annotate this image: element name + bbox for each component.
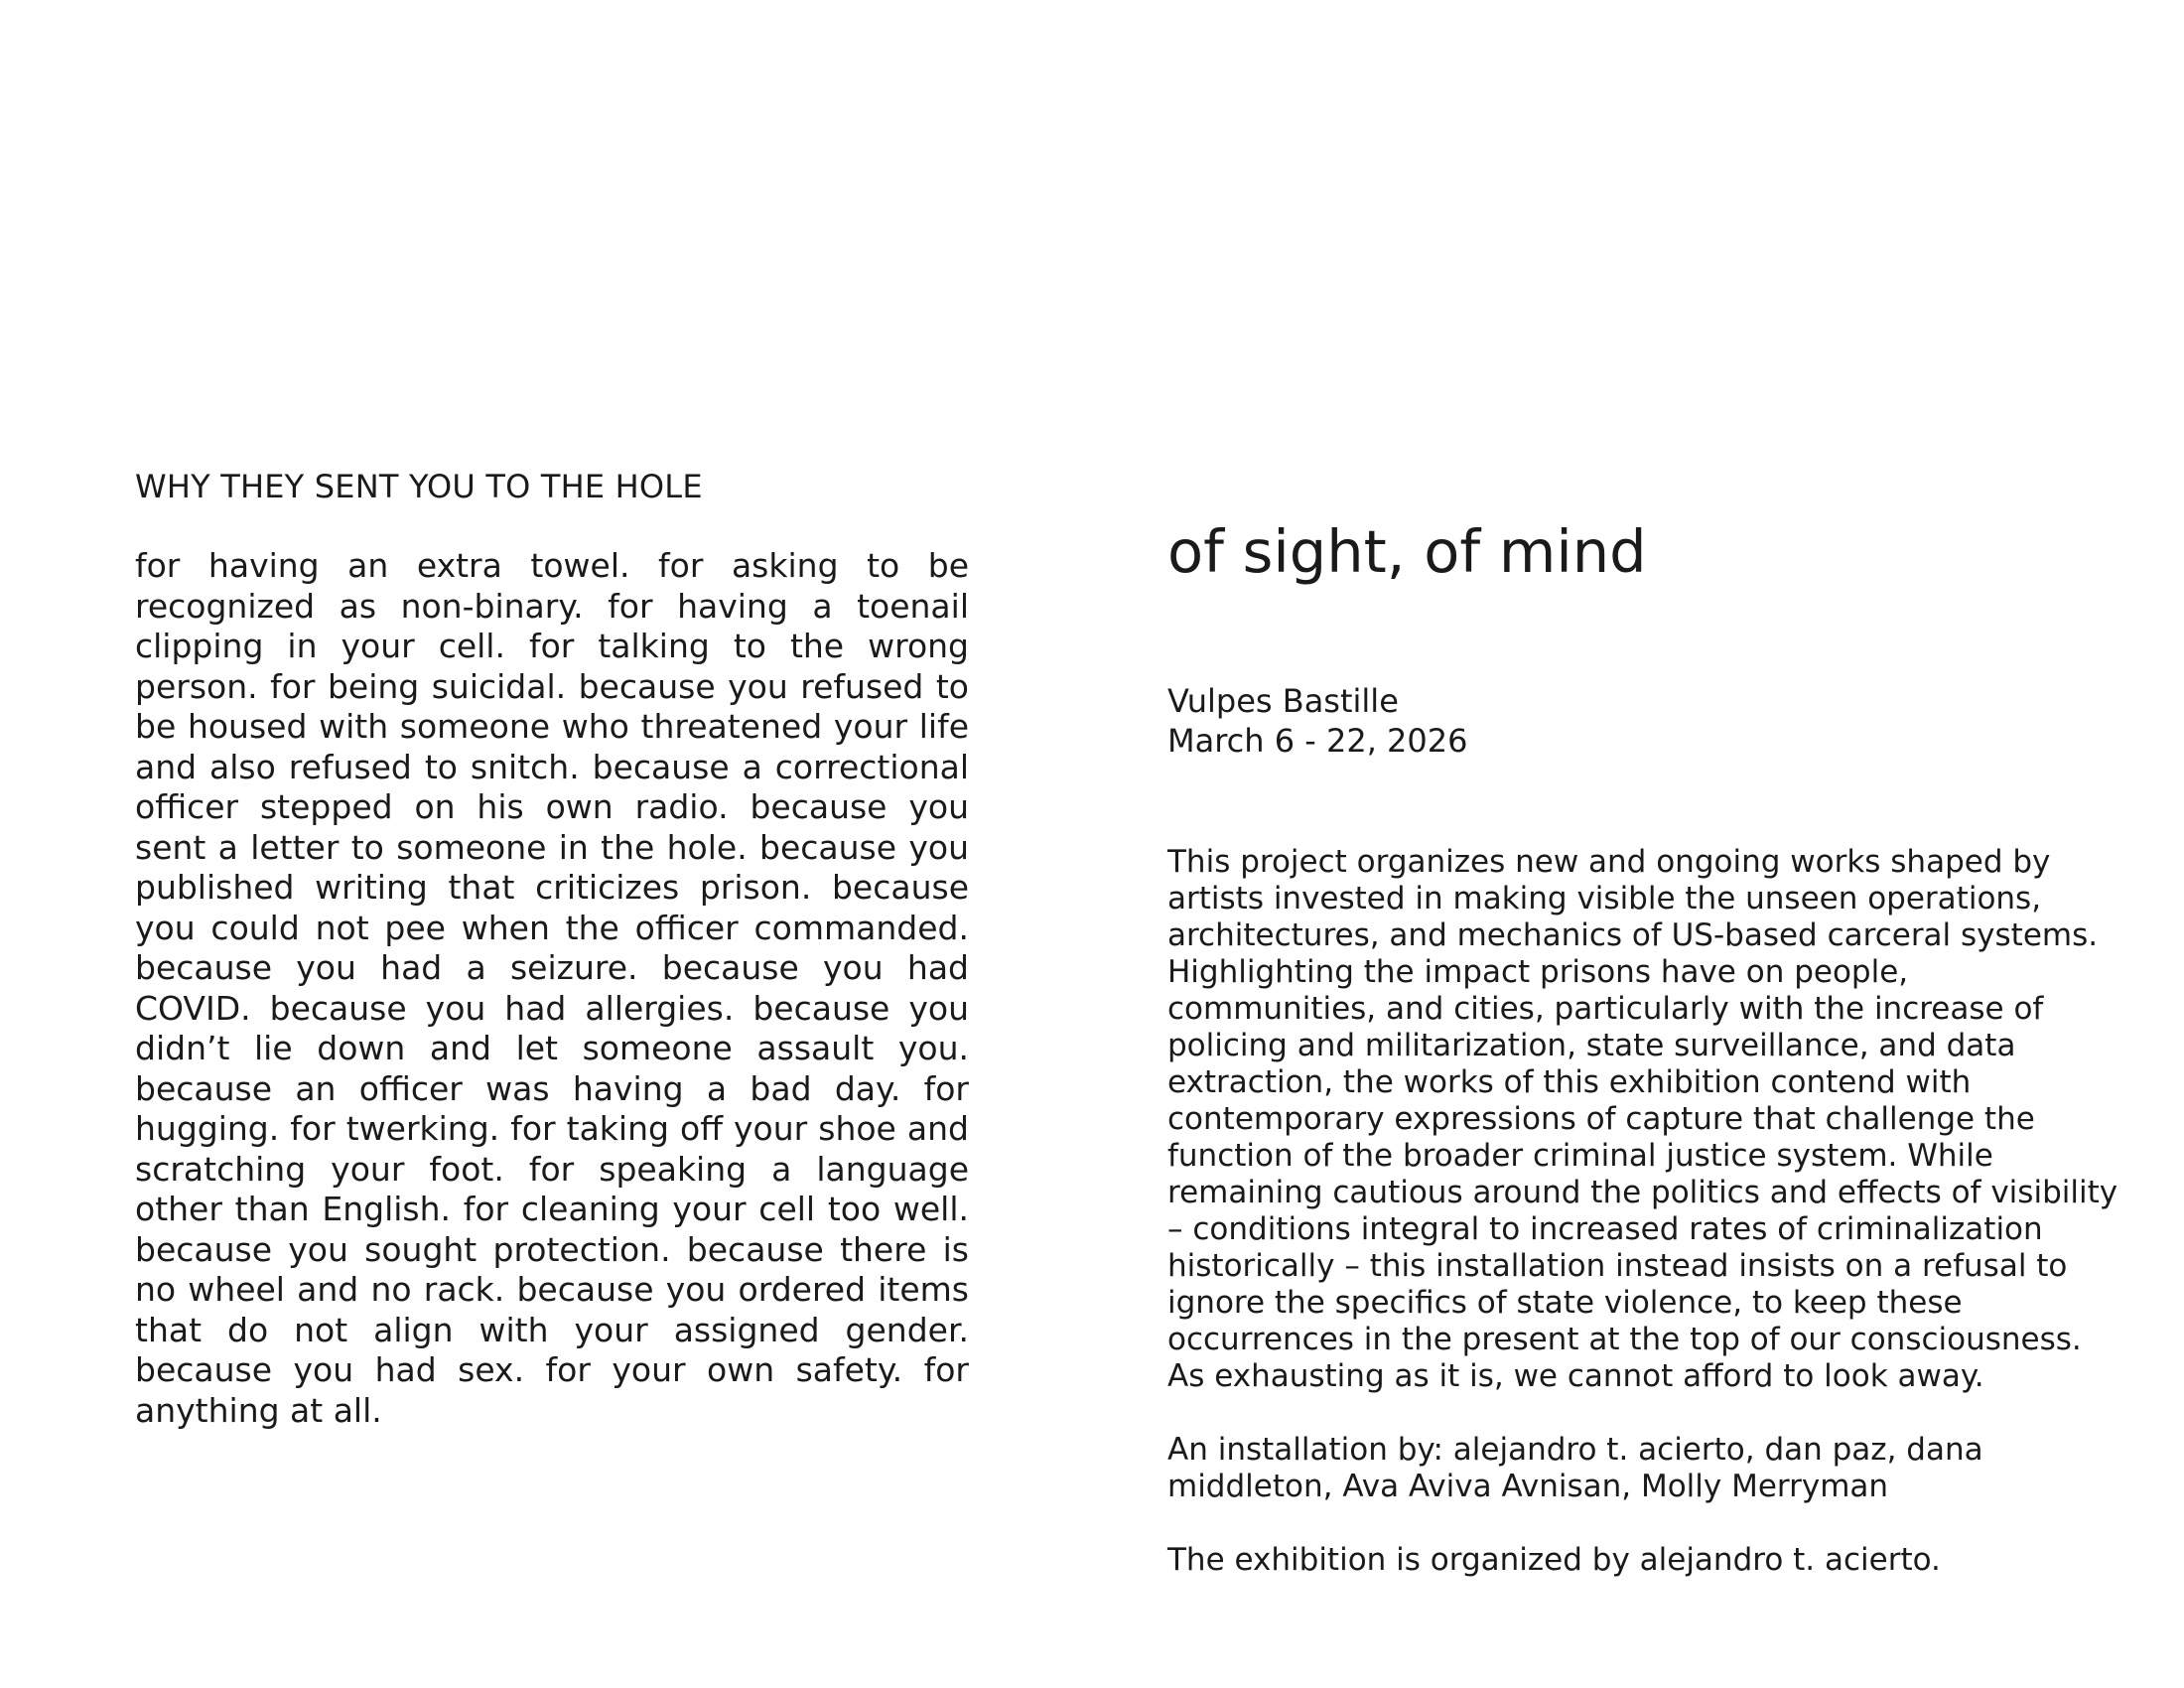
poem-body: for having an extra towel. for asking to be recognized as non-binary. for having a toenail clipping in your cell. for talking to the wrong person. for being suicidal. because you refused to be housed with someone who threatened your life and also refused to snitch. because a correctional officer stepped on his own radio. because you sent a letter to someone in the hole. because you published writing that criticizes prison. because you could not pee when the officer commanded. because you had a seizure. because you had COVID. because you had allergies. because you didn’t lie down and let someone assault you. because an officer was having a bad day. for hugging. for twerking. for taking off your shoe and scratching your foot. for speaking a language other than English. for cleaning your cell too well. because you sought protection. because there is no wheel and no rack. because you ordered items that do not align with your assigned gender. because you had sex. for your own safety. for anything at all. <box>135 546 969 1430</box>
venue-name: Vulpes Bastille <box>1167 682 1399 720</box>
exhibition-title: of sight, of mind <box>1167 517 1647 586</box>
artist-credits: An installation by: alejandro t. acierto, dan paz, dana middleton, Ava Aviva Avnisan, Molly Merryman <box>1167 1432 1983 1504</box>
left-page <box>135 467 969 1431</box>
venue-block <box>1167 681 2120 761</box>
exhibition-description: This project organizes new and ongoing works shaped by artists invested in making visible the unseen operations, architectures, and mechanics of US-based carceral systems. Highlighting the impact prisons have on people, communities, and cities, particularly with the increase of policing and militarization, state surveillance, and data extraction, the works of this exhibition contend with contemporary expressions of capture that challenge the function of the broader criminal justice system. While remaining cautious around the politics and effects of visibility – conditions integral to increased rates of criminalization historically – this installation instead insists on a refusal to ignore the specifics of state violence, to keep these occurrences in the present at the top of our consciousness. As exhausting as it is, we cannot afford to look away. <box>1167 844 2118 1394</box>
exhibition-dates: March 6 - 22, 2026 <box>1167 722 1468 760</box>
right-page <box>1167 516 2120 1610</box>
poem-title: WHY THEY SENT YOU TO THE HOLE <box>135 468 703 505</box>
organizer-credit: The exhibition is organized by alejandro t. acierto. <box>1167 1542 1941 1578</box>
